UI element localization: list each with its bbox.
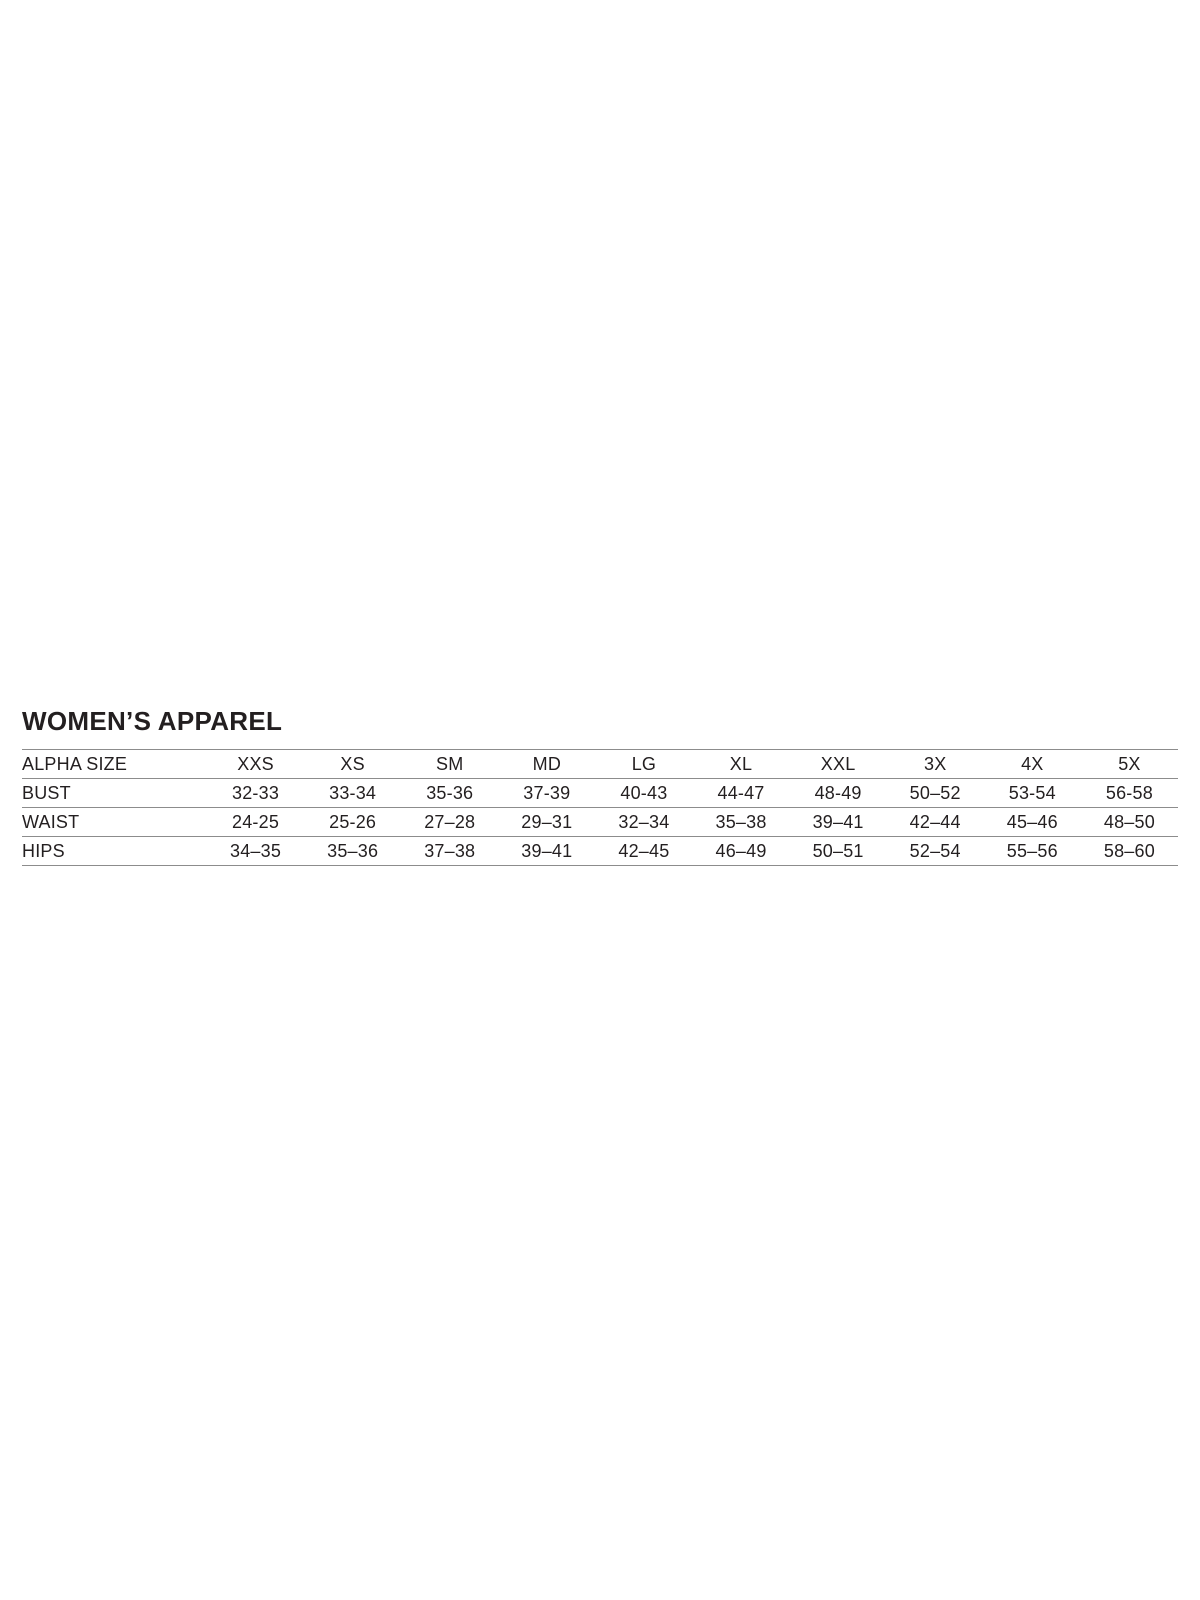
cell-bust-sm: 35-36 bbox=[401, 779, 498, 808]
table-row-bust bbox=[22, 779, 1178, 808]
cell-hips-xl: 46–49 bbox=[692, 837, 789, 866]
section-title: WOMEN’S APPAREL bbox=[22, 706, 283, 736]
cell-bust-5x: 56-58 bbox=[1081, 779, 1178, 808]
header-cell-alpha-size: ALPHA SIZE bbox=[22, 750, 207, 779]
cell-waist-3x: 42–44 bbox=[887, 808, 984, 837]
cell-waist-5x: 48–50 bbox=[1081, 808, 1178, 837]
cell-waist-4x: 45–46 bbox=[984, 808, 1081, 837]
cell-hips-xxl: 50–51 bbox=[790, 837, 887, 866]
cell-bust-4x: 53-54 bbox=[984, 779, 1081, 808]
cell-waist-lg: 32–34 bbox=[595, 808, 692, 837]
table-header-row bbox=[22, 750, 1178, 779]
cell-waist-xxl: 39–41 bbox=[790, 808, 887, 837]
cell-hips-xxs: 34–35 bbox=[207, 837, 304, 866]
cell-hips-4x: 55–56 bbox=[984, 837, 1081, 866]
header-cell-xxs: XXS bbox=[207, 750, 304, 779]
header-cell-xxl: XXL bbox=[790, 750, 887, 779]
cell-waist-sm: 27–28 bbox=[401, 808, 498, 837]
cell-waist-xl: 35–38 bbox=[692, 808, 789, 837]
cell-hips-lg: 42–45 bbox=[595, 837, 692, 866]
cell-hips-xs: 35–36 bbox=[304, 837, 401, 866]
cell-hips-md: 39–41 bbox=[498, 837, 595, 866]
cell-waist-xxs: 24-25 bbox=[207, 808, 304, 837]
cell-hips-3x: 52–54 bbox=[887, 837, 984, 866]
table-row-hips bbox=[22, 837, 1178, 866]
row-label-waist: WAIST bbox=[22, 808, 207, 837]
header-cell-xs: XS bbox=[304, 750, 401, 779]
cell-bust-xs: 33-34 bbox=[304, 779, 401, 808]
header-cell-xl: XL bbox=[692, 750, 789, 779]
row-label-hips: HIPS bbox=[22, 837, 207, 866]
header-cell-3x: 3X bbox=[887, 750, 984, 779]
cell-waist-md: 29–31 bbox=[498, 808, 595, 837]
header-cell-4x: 4X bbox=[984, 750, 1081, 779]
table-row-waist bbox=[22, 808, 1178, 837]
cell-bust-md: 37-39 bbox=[498, 779, 595, 808]
cell-bust-lg: 40-43 bbox=[595, 779, 692, 808]
cell-hips-5x: 58–60 bbox=[1081, 837, 1178, 866]
header-cell-5x: 5X bbox=[1081, 750, 1178, 779]
header-cell-sm: SM bbox=[401, 750, 498, 779]
cell-bust-3x: 50–52 bbox=[887, 779, 984, 808]
cell-bust-xxl: 48-49 bbox=[790, 779, 887, 808]
cell-bust-xxs: 32-33 bbox=[207, 779, 304, 808]
cell-hips-sm: 37–38 bbox=[401, 837, 498, 866]
size-chart-table bbox=[22, 749, 1178, 866]
header-cell-md: MD bbox=[498, 750, 595, 779]
header-cell-lg: LG bbox=[595, 750, 692, 779]
cell-waist-xs: 25-26 bbox=[304, 808, 401, 837]
row-label-bust: BUST bbox=[22, 779, 207, 808]
cell-bust-xl: 44-47 bbox=[692, 779, 789, 808]
